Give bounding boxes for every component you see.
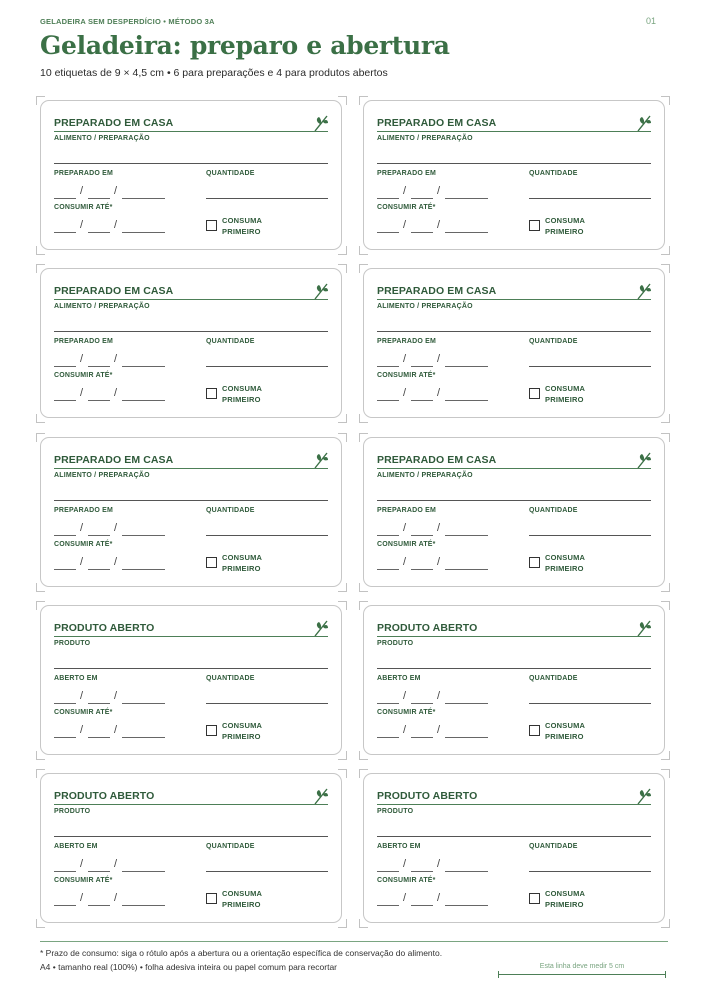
- food-field-label: ALIMENTO / PREPARAÇÃO: [54, 303, 150, 310]
- food-field-label: ALIMENTO / PREPARAÇÃO: [377, 472, 473, 479]
- food-write-line[interactable]: [377, 500, 651, 501]
- food-label: [363, 100, 665, 250]
- consume-first-label: PRIMEIRO: [545, 732, 584, 741]
- until-write-line-year[interactable]: [122, 232, 165, 233]
- consume-until-label: CONSUMIR ATÉ*: [377, 541, 436, 548]
- until-write-line-month[interactable]: [88, 232, 110, 233]
- leaf-sprig-icon: [635, 113, 653, 133]
- until-write-line-slash: /: [80, 219, 84, 231]
- leaf-sprig-icon: [635, 281, 653, 301]
- date-write-line-slash: /: [403, 522, 407, 534]
- food-field-label: ALIMENTO / PREPARAÇÃO: [54, 135, 150, 142]
- label-title: PRODUTO ABERTO: [54, 790, 155, 802]
- label-title: PREPARADO EM CASA: [54, 117, 174, 129]
- consume-first-label: CONSUMA: [545, 889, 586, 898]
- date-write-line-day[interactable]: [377, 871, 399, 872]
- date-write-line-slash: /: [437, 185, 441, 197]
- leaf-sprig-icon: [312, 450, 330, 470]
- until-write-line-month[interactable]: [411, 569, 433, 570]
- consume-until-label: CONSUMIR ATÉ*: [377, 204, 436, 211]
- title-rule: [54, 636, 328, 637]
- until-write-line-slash: /: [403, 724, 407, 736]
- quantity-write-line[interactable]: [529, 871, 651, 872]
- quantity-field-label: QUANTIDADE: [206, 338, 255, 345]
- date-write-line-slash: /: [114, 522, 118, 534]
- food-field-label: PRODUTO: [377, 808, 414, 815]
- measure-label: Esta linha deve medir 5 cm: [539, 963, 625, 970]
- consume-first-label: CONSUMA: [222, 889, 263, 898]
- label-title: PREPARADO EM CASA: [377, 454, 497, 466]
- quantity-field-label: QUANTIDADE: [206, 675, 255, 682]
- until-write-line-month[interactable]: [411, 905, 433, 906]
- date-write-line-month[interactable]: [411, 871, 433, 872]
- footer-note: * Prazo de consumo: siga o rótulo após a abertura ou a orientação específica de conservação do alimento.: [40, 948, 443, 958]
- food-field-label: ALIMENTO / PREPARAÇÃO: [377, 303, 473, 310]
- measure-bar: [498, 974, 666, 975]
- consume-first-label: PRIMEIRO: [545, 564, 584, 573]
- food-field-label: PRODUTO: [54, 808, 91, 815]
- checkbox-icon[interactable]: [206, 220, 217, 231]
- until-write-line-slash: /: [403, 219, 407, 231]
- date-field-label: PREPARADO EM: [54, 170, 114, 177]
- date-field-label: PREPARADO EM: [54, 338, 114, 345]
- until-write-line-day[interactable]: [54, 737, 76, 738]
- title-rule: [377, 468, 651, 469]
- checkbox-icon[interactable]: [206, 893, 217, 904]
- consume-first-label: PRIMEIRO: [222, 227, 261, 236]
- date-write-line-slash: /: [80, 690, 84, 702]
- date-write-line-year[interactable]: [445, 703, 488, 704]
- consume-first-label: PRIMEIRO: [222, 732, 261, 741]
- quantity-field-label: QUANTIDADE: [206, 507, 255, 514]
- footer-divider: [40, 941, 668, 942]
- date-write-line-slash: /: [80, 353, 84, 365]
- food-label: [40, 268, 342, 418]
- date-field-label: ABERTO EM: [54, 843, 98, 850]
- checkbox-icon[interactable]: [206, 388, 217, 399]
- date-write-line-year[interactable]: [122, 871, 165, 872]
- title-rule: [54, 804, 328, 805]
- date-write-line-slash: /: [403, 185, 407, 197]
- consume-first-label: PRIMEIRO: [545, 227, 584, 236]
- until-write-line-slash: /: [437, 219, 441, 231]
- quantity-write-line[interactable]: [206, 198, 328, 199]
- food-label: [40, 100, 342, 250]
- until-write-line-month[interactable]: [88, 569, 110, 570]
- food-write-line[interactable]: [54, 331, 328, 332]
- title-rule: [377, 804, 651, 805]
- until-write-line-day[interactable]: [377, 737, 399, 738]
- until-write-line-year[interactable]: [445, 905, 488, 906]
- date-write-line-year[interactable]: [122, 703, 165, 704]
- until-write-line-slash: /: [80, 892, 84, 904]
- until-write-line-slash: /: [114, 556, 118, 568]
- date-write-line-day[interactable]: [54, 535, 76, 536]
- until-write-line-day[interactable]: [377, 232, 399, 233]
- date-write-line-month[interactable]: [88, 535, 110, 536]
- until-write-line-month[interactable]: [88, 737, 110, 738]
- consume-first-label: PRIMEIRO: [222, 900, 261, 909]
- consume-first-label: CONSUMA: [222, 721, 263, 730]
- quantity-write-line[interactable]: [529, 703, 651, 704]
- date-write-line-slash: /: [403, 353, 407, 365]
- quantity-field-label: QUANTIDADE: [529, 675, 578, 682]
- checkbox-icon[interactable]: [206, 725, 217, 736]
- quantity-write-line[interactable]: [206, 535, 328, 536]
- consume-until-label: CONSUMIR ATÉ*: [54, 541, 113, 548]
- date-field-label: ABERTO EM: [377, 843, 421, 850]
- until-write-line-slash: /: [80, 724, 84, 736]
- checkbox-icon[interactable]: [529, 557, 540, 568]
- date-write-line-month[interactable]: [88, 871, 110, 872]
- print-note: A4 • tamanho real (100%) • folha adesiva inteira ou papel comum para recortar: [40, 962, 337, 972]
- date-write-line-slash: /: [80, 522, 84, 534]
- until-write-line-year[interactable]: [122, 569, 165, 570]
- until-write-line-year[interactable]: [445, 737, 488, 738]
- consume-first-label: PRIMEIRO: [545, 395, 584, 404]
- consume-first-label: PRIMEIRO: [545, 900, 584, 909]
- label-title: PREPARADO EM CASA: [377, 117, 497, 129]
- consume-until-label: CONSUMIR ATÉ*: [54, 709, 113, 716]
- until-write-line-year[interactable]: [445, 569, 488, 570]
- measure-tick-right: [665, 971, 666, 978]
- quantity-field-label: QUANTIDADE: [206, 843, 255, 850]
- date-write-line-day[interactable]: [377, 703, 399, 704]
- consume-first-label: CONSUMA: [545, 384, 586, 393]
- page-subtitle: 10 etiquetas de 9 × 4,5 cm • 6 para preparações e 4 para produtos abertos: [40, 67, 388, 79]
- consume-until-label: CONSUMIR ATÉ*: [377, 372, 436, 379]
- date-write-line-slash: /: [114, 353, 118, 365]
- food-label: [363, 605, 665, 755]
- until-write-line-month[interactable]: [411, 400, 433, 401]
- date-field-label: PREPARADO EM: [377, 507, 437, 514]
- food-field-label: PRODUTO: [54, 640, 91, 647]
- title-rule: [54, 468, 328, 469]
- food-label: [363, 773, 665, 923]
- until-write-line-slash: /: [403, 387, 407, 399]
- food-write-line[interactable]: [54, 836, 328, 837]
- quantity-write-line[interactable]: [529, 366, 651, 367]
- until-write-line-day[interactable]: [54, 569, 76, 570]
- consume-first-label: CONSUMA: [222, 553, 263, 562]
- date-write-line-slash: /: [403, 858, 407, 870]
- date-write-line-day[interactable]: [54, 366, 76, 367]
- until-write-line-slash: /: [437, 556, 441, 568]
- checkbox-icon[interactable]: [529, 893, 540, 904]
- date-write-line-day[interactable]: [377, 366, 399, 367]
- until-write-line-slash: /: [403, 556, 407, 568]
- checkbox-icon[interactable]: [529, 725, 540, 736]
- date-write-line-month[interactable]: [88, 703, 110, 704]
- consume-until-label: CONSUMIR ATÉ*: [377, 709, 436, 716]
- until-write-line-slash: /: [437, 892, 441, 904]
- date-write-line-month[interactable]: [411, 198, 433, 199]
- until-write-line-slash: /: [114, 724, 118, 736]
- label-title: PREPARADO EM CASA: [54, 285, 174, 297]
- date-write-line-year[interactable]: [445, 366, 488, 367]
- date-write-line-slash: /: [437, 353, 441, 365]
- until-write-line-slash: /: [114, 892, 118, 904]
- food-label: [363, 268, 665, 418]
- date-write-line-day[interactable]: [377, 198, 399, 199]
- until-write-line-day[interactable]: [377, 569, 399, 570]
- title-rule: [377, 299, 651, 300]
- date-write-line-month[interactable]: [88, 198, 110, 199]
- label-title: PRODUTO ABERTO: [377, 790, 478, 802]
- quantity-write-line[interactable]: [529, 535, 651, 536]
- leaf-sprig-icon: [312, 113, 330, 133]
- date-write-line-slash: /: [403, 690, 407, 702]
- date-write-line-month[interactable]: [411, 703, 433, 704]
- quantity-field-label: QUANTIDADE: [529, 507, 578, 514]
- until-write-line-slash: /: [437, 724, 441, 736]
- food-write-line[interactable]: [54, 163, 328, 164]
- date-write-line-slash: /: [114, 185, 118, 197]
- measure-tick-left: [498, 971, 499, 978]
- food-write-line[interactable]: [377, 668, 651, 669]
- title-rule: [377, 131, 651, 132]
- consume-first-label: CONSUMA: [545, 216, 586, 225]
- consume-first-label: PRIMEIRO: [222, 395, 261, 404]
- until-write-line-day[interactable]: [54, 905, 76, 906]
- food-write-line[interactable]: [377, 836, 651, 837]
- label-title: PREPARADO EM CASA: [54, 454, 174, 466]
- leaf-sprig-icon: [312, 281, 330, 301]
- measure-line: [498, 963, 666, 977]
- until-write-line-month[interactable]: [411, 232, 433, 233]
- consume-until-label: CONSUMIR ATÉ*: [54, 372, 113, 379]
- date-write-line-slash: /: [437, 522, 441, 534]
- title-rule: [54, 299, 328, 300]
- date-write-line-year[interactable]: [445, 198, 488, 199]
- label-title: PREPARADO EM CASA: [377, 285, 497, 297]
- date-write-line-slash: /: [437, 690, 441, 702]
- food-label: [40, 773, 342, 923]
- leaf-sprig-icon: [635, 450, 653, 470]
- until-write-line-day[interactable]: [54, 400, 76, 401]
- consume-first-label: CONSUMA: [545, 553, 586, 562]
- date-field-label: ABERTO EM: [377, 675, 421, 682]
- consume-until-label: CONSUMIR ATÉ*: [54, 204, 113, 211]
- checkbox-icon[interactable]: [529, 220, 540, 231]
- until-write-line-slash: /: [403, 892, 407, 904]
- date-field-label: PREPARADO EM: [377, 338, 437, 345]
- until-write-line-year[interactable]: [122, 400, 165, 401]
- date-field-label: ABERTO EM: [54, 675, 98, 682]
- page-title: Geladeira: preparo e abertura: [40, 31, 450, 60]
- leaf-sprig-icon: [635, 618, 653, 638]
- consume-until-label: CONSUMIR ATÉ*: [377, 877, 436, 884]
- until-write-line-year[interactable]: [122, 905, 165, 906]
- checkbox-icon[interactable]: [529, 388, 540, 399]
- title-rule: [377, 636, 651, 637]
- date-write-line-slash: /: [80, 858, 84, 870]
- title-rule: [54, 131, 328, 132]
- food-field-label: ALIMENTO / PREPARAÇÃO: [54, 472, 150, 479]
- consume-until-label: CONSUMIR ATÉ*: [54, 877, 113, 884]
- consume-first-label: CONSUMA: [222, 384, 263, 393]
- until-write-line-slash: /: [437, 387, 441, 399]
- date-field-label: PREPARADO EM: [54, 507, 114, 514]
- until-write-line-month[interactable]: [88, 400, 110, 401]
- leaf-sprig-icon: [312, 786, 330, 806]
- until-write-line-year[interactable]: [122, 737, 165, 738]
- date-write-line-month[interactable]: [411, 366, 433, 367]
- until-write-line-year[interactable]: [445, 232, 488, 233]
- leaf-sprig-icon: [635, 786, 653, 806]
- food-write-line[interactable]: [54, 500, 328, 501]
- date-write-line-day[interactable]: [377, 535, 399, 536]
- leaf-sprig-icon: [312, 618, 330, 638]
- food-label: [40, 437, 342, 587]
- quantity-write-line[interactable]: [206, 366, 328, 367]
- date-write-line-day[interactable]: [54, 198, 76, 199]
- date-write-line-day[interactable]: [54, 871, 76, 872]
- consume-first-label: PRIMEIRO: [222, 564, 261, 573]
- until-write-line-day[interactable]: [377, 400, 399, 401]
- date-write-line-slash: /: [114, 858, 118, 870]
- food-label: [40, 605, 342, 755]
- checkbox-icon[interactable]: [206, 557, 217, 568]
- until-write-line-slash: /: [114, 219, 118, 231]
- consume-first-label: CONSUMA: [222, 216, 263, 225]
- label-title: PRODUTO ABERTO: [54, 622, 155, 634]
- food-field-label: ALIMENTO / PREPARAÇÃO: [377, 135, 473, 142]
- quantity-write-line[interactable]: [529, 198, 651, 199]
- page-number: 01: [645, 16, 656, 26]
- food-write-line[interactable]: [377, 163, 651, 164]
- food-write-line[interactable]: [54, 668, 328, 669]
- until-write-line-slash: /: [114, 387, 118, 399]
- food-field-label: PRODUTO: [377, 640, 414, 647]
- date-write-line-year[interactable]: [122, 535, 165, 536]
- date-field-label: PREPARADO EM: [377, 170, 437, 177]
- label-title: PRODUTO ABERTO: [377, 622, 478, 634]
- quantity-field-label: QUANTIDADE: [529, 338, 578, 345]
- until-write-line-month[interactable]: [411, 737, 433, 738]
- until-write-line-slash: /: [80, 556, 84, 568]
- date-write-line-year[interactable]: [445, 535, 488, 536]
- date-write-line-slash: /: [114, 690, 118, 702]
- page-eyebrow: GELADEIRA SEM DESPERDÍCIO • MÉTODO 3A: [40, 17, 215, 26]
- until-write-line-day[interactable]: [54, 232, 76, 233]
- quantity-field-label: QUANTIDADE: [529, 170, 578, 177]
- until-write-line-year[interactable]: [445, 400, 488, 401]
- date-write-line-month[interactable]: [88, 366, 110, 367]
- food-write-line[interactable]: [377, 331, 651, 332]
- date-write-line-day[interactable]: [54, 703, 76, 704]
- date-write-line-month[interactable]: [411, 535, 433, 536]
- food-label: [363, 437, 665, 587]
- date-write-line-year[interactable]: [122, 366, 165, 367]
- date-write-line-slash: /: [80, 185, 84, 197]
- quantity-write-line[interactable]: [206, 871, 328, 872]
- until-write-line-month[interactable]: [88, 905, 110, 906]
- quantity-write-line[interactable]: [206, 703, 328, 704]
- until-write-line-day[interactable]: [377, 905, 399, 906]
- date-write-line-year[interactable]: [122, 198, 165, 199]
- quantity-field-label: QUANTIDADE: [529, 843, 578, 850]
- until-write-line-slash: /: [80, 387, 84, 399]
- quantity-field-label: QUANTIDADE: [206, 170, 255, 177]
- date-write-line-slash: /: [437, 858, 441, 870]
- date-write-line-year[interactable]: [445, 871, 488, 872]
- consume-first-label: CONSUMA: [545, 721, 586, 730]
